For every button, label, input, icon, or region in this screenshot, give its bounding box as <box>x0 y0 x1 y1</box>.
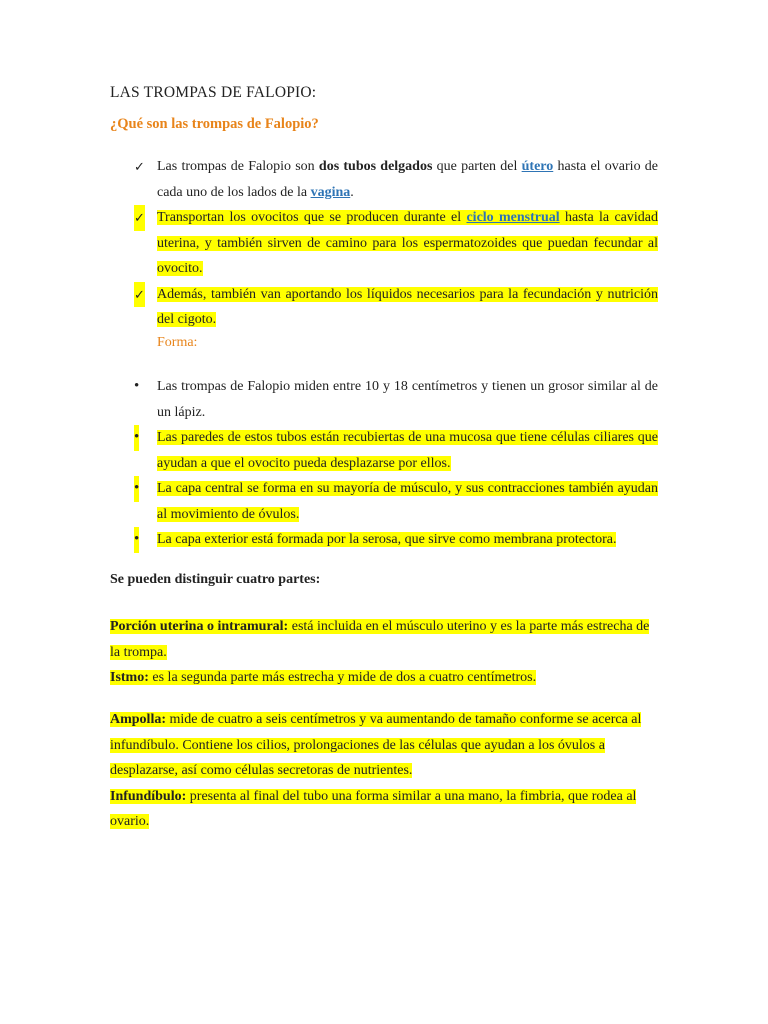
bullet-dot-icon: • <box>134 476 139 502</box>
list-item: ✓ Transportan los ovocitos que se producen durante el ciclo menstrual hasta la cavidad uterina, y también sirven de camino para los espermatozoides que puedan fecundar al ovocito. <box>134 205 658 282</box>
list-item: ✓ Además, también van aportando los líquidos necesarios para la fecundación y nutrición del cigoto. <box>134 282 658 333</box>
bullet-dot-icon: • <box>134 378 140 394</box>
question-heading: ¿Qué son las trompas de Falopio? <box>110 116 319 132</box>
list-item: ✓ Las trompas de Falopio son dos tubos delgados que parten del útero hasta el ovario de cada uno de los lados de la vagina. <box>134 154 658 205</box>
list-item: • Las paredes de estos tubos están recubiertas de una mucosa que tiene células ciliares que ayudan a que el ovocito pueda desplazarse por ellos. <box>134 425 658 476</box>
forma-heading: Forma: <box>157 335 198 350</box>
link-ciclo-menstrual[interactable]: ciclo menstrual <box>466 210 560 225</box>
document-title: LAS TROMPAS DE FALOPIO: <box>110 84 317 101</box>
check-list <box>134 154 658 333</box>
part-paragraph: Porción uterina o intramural: está incluida en el músculo uterino y es la parte más estrecha de la trompa. Istmo: es la segunda parte más estrecha y mide de dos a cuatro centímetros. <box>110 619 650 685</box>
part-label: Infundíbulo: <box>110 788 187 804</box>
link-utero[interactable]: útero <box>521 159 554 174</box>
bold-phrase: dos tubos delgados <box>318 159 433 174</box>
check-mark-icon: ✓ <box>134 282 145 308</box>
part-label: Porción uterina o intramural: <box>110 619 289 634</box>
parts-heading: Se pueden distinguir cuatro partes: <box>110 572 321 587</box>
bullet-dot-icon: • <box>134 425 139 451</box>
part-label: Ampolla: <box>110 712 166 727</box>
part-label: Istmo: <box>110 670 149 685</box>
list-item: • Las trompas de Falopio miden entre 10 y 18 centímetros y tienen un grosor similar al de un lápiz. <box>134 374 658 425</box>
check-mark-icon: ✓ <box>134 205 145 231</box>
list-item: • La capa exterior está formada por la serosa, que sirve como membrana protectora. <box>134 527 658 553</box>
bullet-list <box>134 374 658 553</box>
bullet-dot-icon: • <box>134 527 139 553</box>
check-mark-icon: ✓ <box>134 159 145 174</box>
list-item: • La capa central se forma en su mayoría de músculo, y sus contracciones también ayudan al movimiento de óvulos. <box>134 476 658 527</box>
part-paragraph: Ampolla: mide de cuatro a seis centímetros y va aumentando de tamaño conforme se acerca al infundíbulo. Contiene los cilios, prolongaciones de las células que ayudan a los óvulos a desplazarse, así como células secretoras de nutrientes. Infundíbulo: presenta al final del tubo una forma similar a una mano, la fimbria, que rodea al ovario. <box>110 712 642 829</box>
link-vagina[interactable]: vagina <box>310 184 351 200</box>
